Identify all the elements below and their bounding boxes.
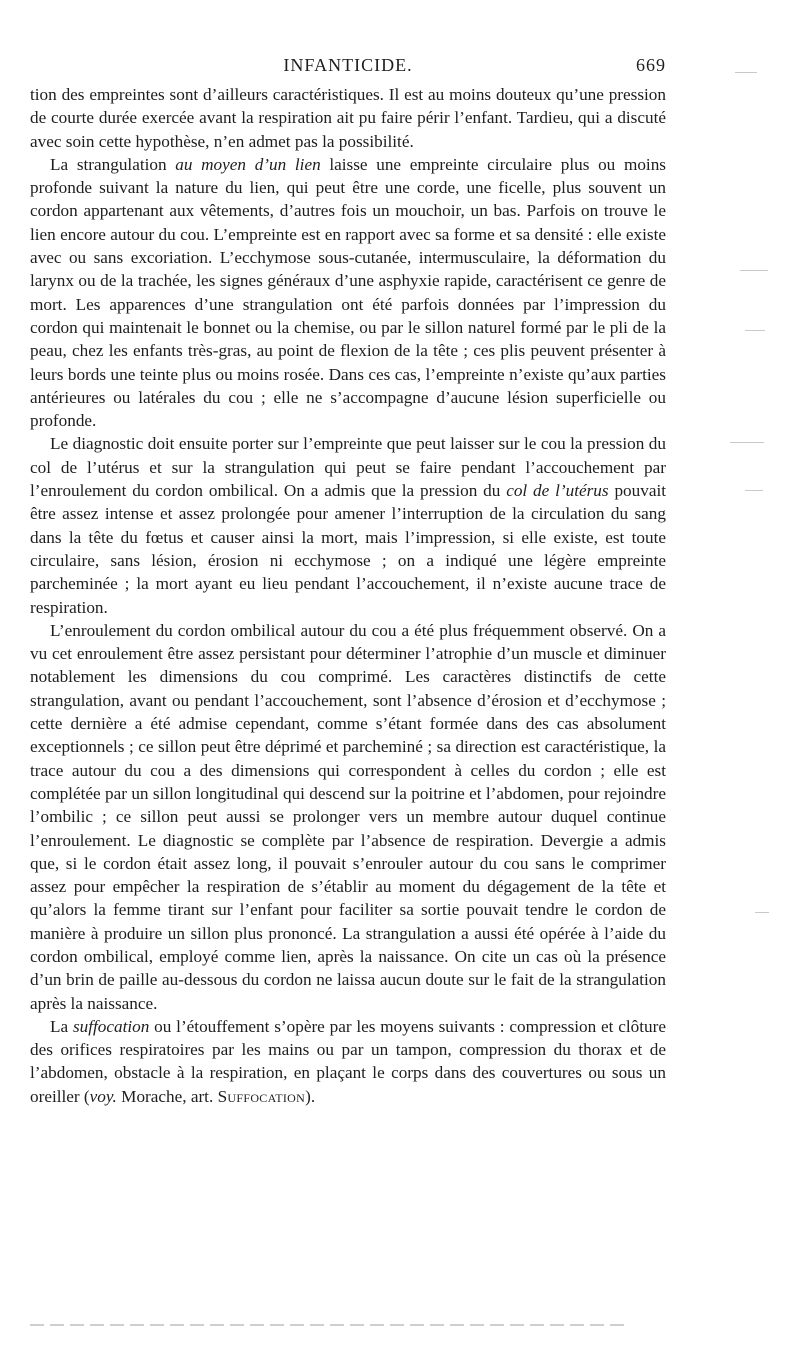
paragraph [30,432,666,618]
text-run: laisse une empreinte circulaire plus ou moins profonde suivant la nature du lien, qui peut être une corde, une ficelle, plus souvent un cordon appartenant aux vêtements, d’autres fois un mouchoir, un bas. Parfois on trouve le lien encore autour du cou. L’empreinte est en rapport avec sa forme et sa densité : elle existe avec ou sans excoriation. L’ecchymose sous-cutanée, intermusculaire, la déformation du larynx ou de la trachée, les signes généraux d’une asphyxie rapide, caractérisent ce genre de mort. Les apparences d’une strangulation ont été parfois données par l’impression du cordon qui maintenait le bonnet ou la chemise, ou par le sillon naturel formé par le pli de la peau, chez les enfants très-gras, au point de flexion de la tête ; ces plis peuvent présenter à leurs bords une teinte plus ou moins rosée. Dans ces cas, l’empreinte n’existe qu’aux parties antérieures ou latérales du cou ; elle ne s’accompagne d’aucune lésion superficielle ou profonde. [30,154,666,431]
text-run: Morache, art. [116,1086,218,1106]
scan-mark [730,442,764,443]
italic-text: col de l’utérus [506,481,609,501]
paragraph [30,1015,666,1108]
text-run: tion des empreintes sont d’ailleurs caractéristiques. Il est au moins douteux qu’une pression de courte durée exercée avant la respiration ait pu faire périr l’enfant. Tardieu, qui a discuté avec soin cette hypothèse, n’en admet pas la possibilité. [30,85,666,151]
italic-text: voy. [89,1086,117,1106]
page-number: 669 [636,55,666,75]
paragraph [30,619,666,1015]
scan-mark [740,270,768,271]
running-head [30,55,666,83]
text-run: ou l’étouffement s’opère par les moyens suivants : compression et clôture des orifices respiratoires par les mains ou par un tampon, compression du thorax et de l’abdomen, obstacle à la respiration, en plaçant le corps dans des couvertures ou sous un oreiller ( [30,1016,666,1106]
book-page [30,55,666,1108]
smallcaps-text: Suffocation [217,1086,306,1106]
scan-mark [735,72,757,73]
paragraph [30,83,666,153]
italic-text: au moyen d’un lien [175,154,321,174]
text-run: La strangulation [50,154,176,174]
scan-bleed-line [30,1324,630,1326]
text-run: ). [305,1086,316,1106]
page-title: INFANTICIDE. [283,55,413,75]
scan-mark [745,330,765,331]
scan-mark [745,490,763,491]
text-run: La [50,1016,73,1036]
text-run: L’enroulement du cordon ombilical autour du cou a été plus fréquemment observé. On a vu cet enroulement être assez persistant pour déterminer l’atrophie d’un muscle et diminuer notablement les dimensions du cou comprimé. Les caractères distinctifs de cette strangulation, avant ou pendant l’accouchement, sont l’absence d’érosion et d’ecchymose ; cette dernière a été admise cependant, comme s’étant formée dans des cas absolument exceptionnels ; ce sillon peut être déprimé et parcheminé ; sa direction est caractéristique, la trace autour du cou a des dimensions qui correspondent à celles du cordon ; elle est complétée par un sillon longitudinal qui descend sur la poitrine et l’abdomen, pour rejoindre l’ombilic ; ce sillon peut aussi se prolonger vers un membre autour duquel continue l’enroulement. Le diagnostic se complète par l’absence de respiration. Devergie a admis que, si le cordon était assez long, il pouvait s’enrouler autour du cou sans le comprimer assez pour empêcher la respiration de s’établir au moment du dégagement de la tête et qu’alors la femme tirant sur l’enfant pour faciliter sa sortie pouvait tendre le cordon de manière à produire un sillon plus prononcé. La strangulation a aussi été opérée à l’aide du cordon ombilical, employé comme lien, après la naissance. On cite un cas où la présence d’un brin de paille au-dessous du cordon ne laissa aucun doute sur le fait de la strangulation après la naissance. [30,620,666,1013]
text-run: Le diagnostic doit ensuite porter sur l’empreinte que peut laisser sur le cou la pression du col de l’utérus et sur la strangulation qui peut se faire pendant l’accouchement par l’enroulement du cordon ombilical. On a admis que la pression du [30,434,666,501]
paragraph [30,153,666,433]
italic-text: suffocation [72,1016,150,1036]
scan-mark [755,912,769,913]
body-text [30,83,666,1108]
text-run: pouvait être assez intense et assez prolongée pour amener l’interruption de la circulation du sang dans la tête du fœtus et causer ainsi la mort, mais l’impression, si elle existe, est toute circulaire, sans lésion, érosion ni ecchymose ; on a indiqué une légère empreinte parcheminée ; la mort ayant eu lieu pendant l’accouchement, il n’existe aucune trace de respiration. [30,481,666,617]
